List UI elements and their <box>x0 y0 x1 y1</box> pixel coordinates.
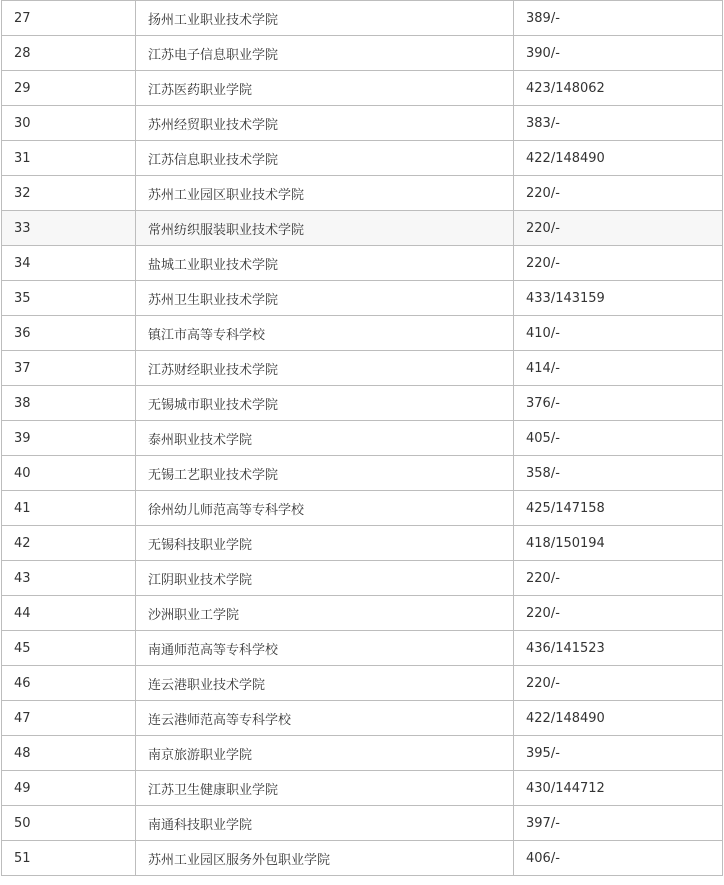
cell-school-name: 无锡工艺职业技术学院 <box>136 456 514 491</box>
cell-rank: 40 <box>2 456 136 491</box>
cell-rank: 50 <box>2 806 136 841</box>
table-row <box>2 631 723 666</box>
cell-rank: 31 <box>2 141 136 176</box>
cell-school-name: 盐城工业职业技术学院 <box>136 246 514 281</box>
cell-score: 220/- <box>514 561 723 596</box>
table-row <box>2 71 723 106</box>
cell-rank: 44 <box>2 596 136 631</box>
cell-school-name: 江苏卫生健康职业学院 <box>136 771 514 806</box>
table-row <box>2 841 723 876</box>
cell-rank: 34 <box>2 246 136 281</box>
cell-school-name: 南通师范高等专科学校 <box>136 631 514 666</box>
cell-school-name: 连云港师范高等专科学校 <box>136 701 514 736</box>
cell-school-name: 扬州工业职业技术学院 <box>136 1 514 36</box>
cell-score: 358/- <box>514 456 723 491</box>
cell-rank: 46 <box>2 666 136 701</box>
cell-score: 418/150194 <box>514 526 723 561</box>
cell-score: 389/- <box>514 1 723 36</box>
cell-rank: 47 <box>2 701 136 736</box>
cell-score: 397/- <box>514 806 723 841</box>
table-row <box>2 806 723 841</box>
cell-rank: 45 <box>2 631 136 666</box>
cell-school-name: 常州纺织服装职业技术学院 <box>136 211 514 246</box>
cell-school-name: 江苏电子信息职业学院 <box>136 36 514 71</box>
cell-school-name: 沙洲职业工学院 <box>136 596 514 631</box>
cell-score: 220/- <box>514 176 723 211</box>
cell-score: 395/- <box>514 736 723 771</box>
cell-score: 383/- <box>514 106 723 141</box>
cell-rank: 32 <box>2 176 136 211</box>
cell-rank: 42 <box>2 526 136 561</box>
table-row <box>2 1 723 36</box>
cell-rank: 39 <box>2 421 136 456</box>
cell-score: 220/- <box>514 246 723 281</box>
cell-score: 410/- <box>514 316 723 351</box>
cell-score: 376/- <box>514 386 723 421</box>
table-row <box>2 386 723 421</box>
cell-school-name: 徐州幼儿师范高等专科学校 <box>136 491 514 526</box>
table-row <box>2 106 723 141</box>
cell-school-name: 南通科技职业学院 <box>136 806 514 841</box>
cell-rank: 43 <box>2 561 136 596</box>
cell-score: 220/- <box>514 666 723 701</box>
cell-score: 220/- <box>514 211 723 246</box>
cell-score: 390/- <box>514 36 723 71</box>
cell-score: 422/148490 <box>514 141 723 176</box>
table-row <box>2 281 723 316</box>
cell-score: 423/148062 <box>514 71 723 106</box>
table-row <box>2 316 723 351</box>
cell-school-name: 无锡科技职业学院 <box>136 526 514 561</box>
cell-rank: 35 <box>2 281 136 316</box>
table-row <box>2 176 723 211</box>
cell-score: 436/141523 <box>514 631 723 666</box>
table-row <box>2 701 723 736</box>
table-row <box>2 596 723 631</box>
cell-rank: 38 <box>2 386 136 421</box>
table-row <box>2 351 723 386</box>
cell-rank: 28 <box>2 36 136 71</box>
cell-school-name: 苏州工业园区职业技术学院 <box>136 176 514 211</box>
table-row <box>2 456 723 491</box>
cell-school-name: 镇江市高等专科学校 <box>136 316 514 351</box>
cell-rank: 30 <box>2 106 136 141</box>
cell-school-name: 江苏信息职业技术学院 <box>136 141 514 176</box>
table-row <box>2 211 723 246</box>
cell-score: 414/- <box>514 351 723 386</box>
table-row <box>2 561 723 596</box>
cell-score: 406/- <box>514 841 723 876</box>
cell-score: 430/144712 <box>514 771 723 806</box>
cell-rank: 37 <box>2 351 136 386</box>
cell-score: 433/143159 <box>514 281 723 316</box>
cell-school-name: 无锡城市职业技术学院 <box>136 386 514 421</box>
cell-rank: 27 <box>2 1 136 36</box>
cell-rank: 49 <box>2 771 136 806</box>
table-row <box>2 246 723 281</box>
cell-rank: 29 <box>2 71 136 106</box>
cell-score: 422/148490 <box>514 701 723 736</box>
table-row <box>2 771 723 806</box>
cell-rank: 51 <box>2 841 136 876</box>
cell-score: 405/- <box>514 421 723 456</box>
table-row <box>2 666 723 701</box>
cell-score: 220/- <box>514 596 723 631</box>
cell-rank: 48 <box>2 736 136 771</box>
cell-rank: 36 <box>2 316 136 351</box>
table-row <box>2 36 723 71</box>
school-score-table <box>1 0 723 876</box>
table-row <box>2 526 723 561</box>
table-row <box>2 736 723 771</box>
table-row <box>2 491 723 526</box>
cell-school-name: 连云港职业技术学院 <box>136 666 514 701</box>
cell-school-name: 苏州卫生职业技术学院 <box>136 281 514 316</box>
table-row <box>2 421 723 456</box>
cell-rank: 41 <box>2 491 136 526</box>
cell-school-name: 江苏医药职业学院 <box>136 71 514 106</box>
cell-school-name: 南京旅游职业学院 <box>136 736 514 771</box>
cell-school-name: 泰州职业技术学院 <box>136 421 514 456</box>
cell-score: 425/147158 <box>514 491 723 526</box>
cell-school-name: 苏州经贸职业技术学院 <box>136 106 514 141</box>
table-row <box>2 141 723 176</box>
cell-school-name: 江苏财经职业技术学院 <box>136 351 514 386</box>
cell-school-name: 江阴职业技术学院 <box>136 561 514 596</box>
cell-school-name: 苏州工业园区服务外包职业学院 <box>136 841 514 876</box>
table-body <box>2 1 723 876</box>
cell-rank: 33 <box>2 211 136 246</box>
